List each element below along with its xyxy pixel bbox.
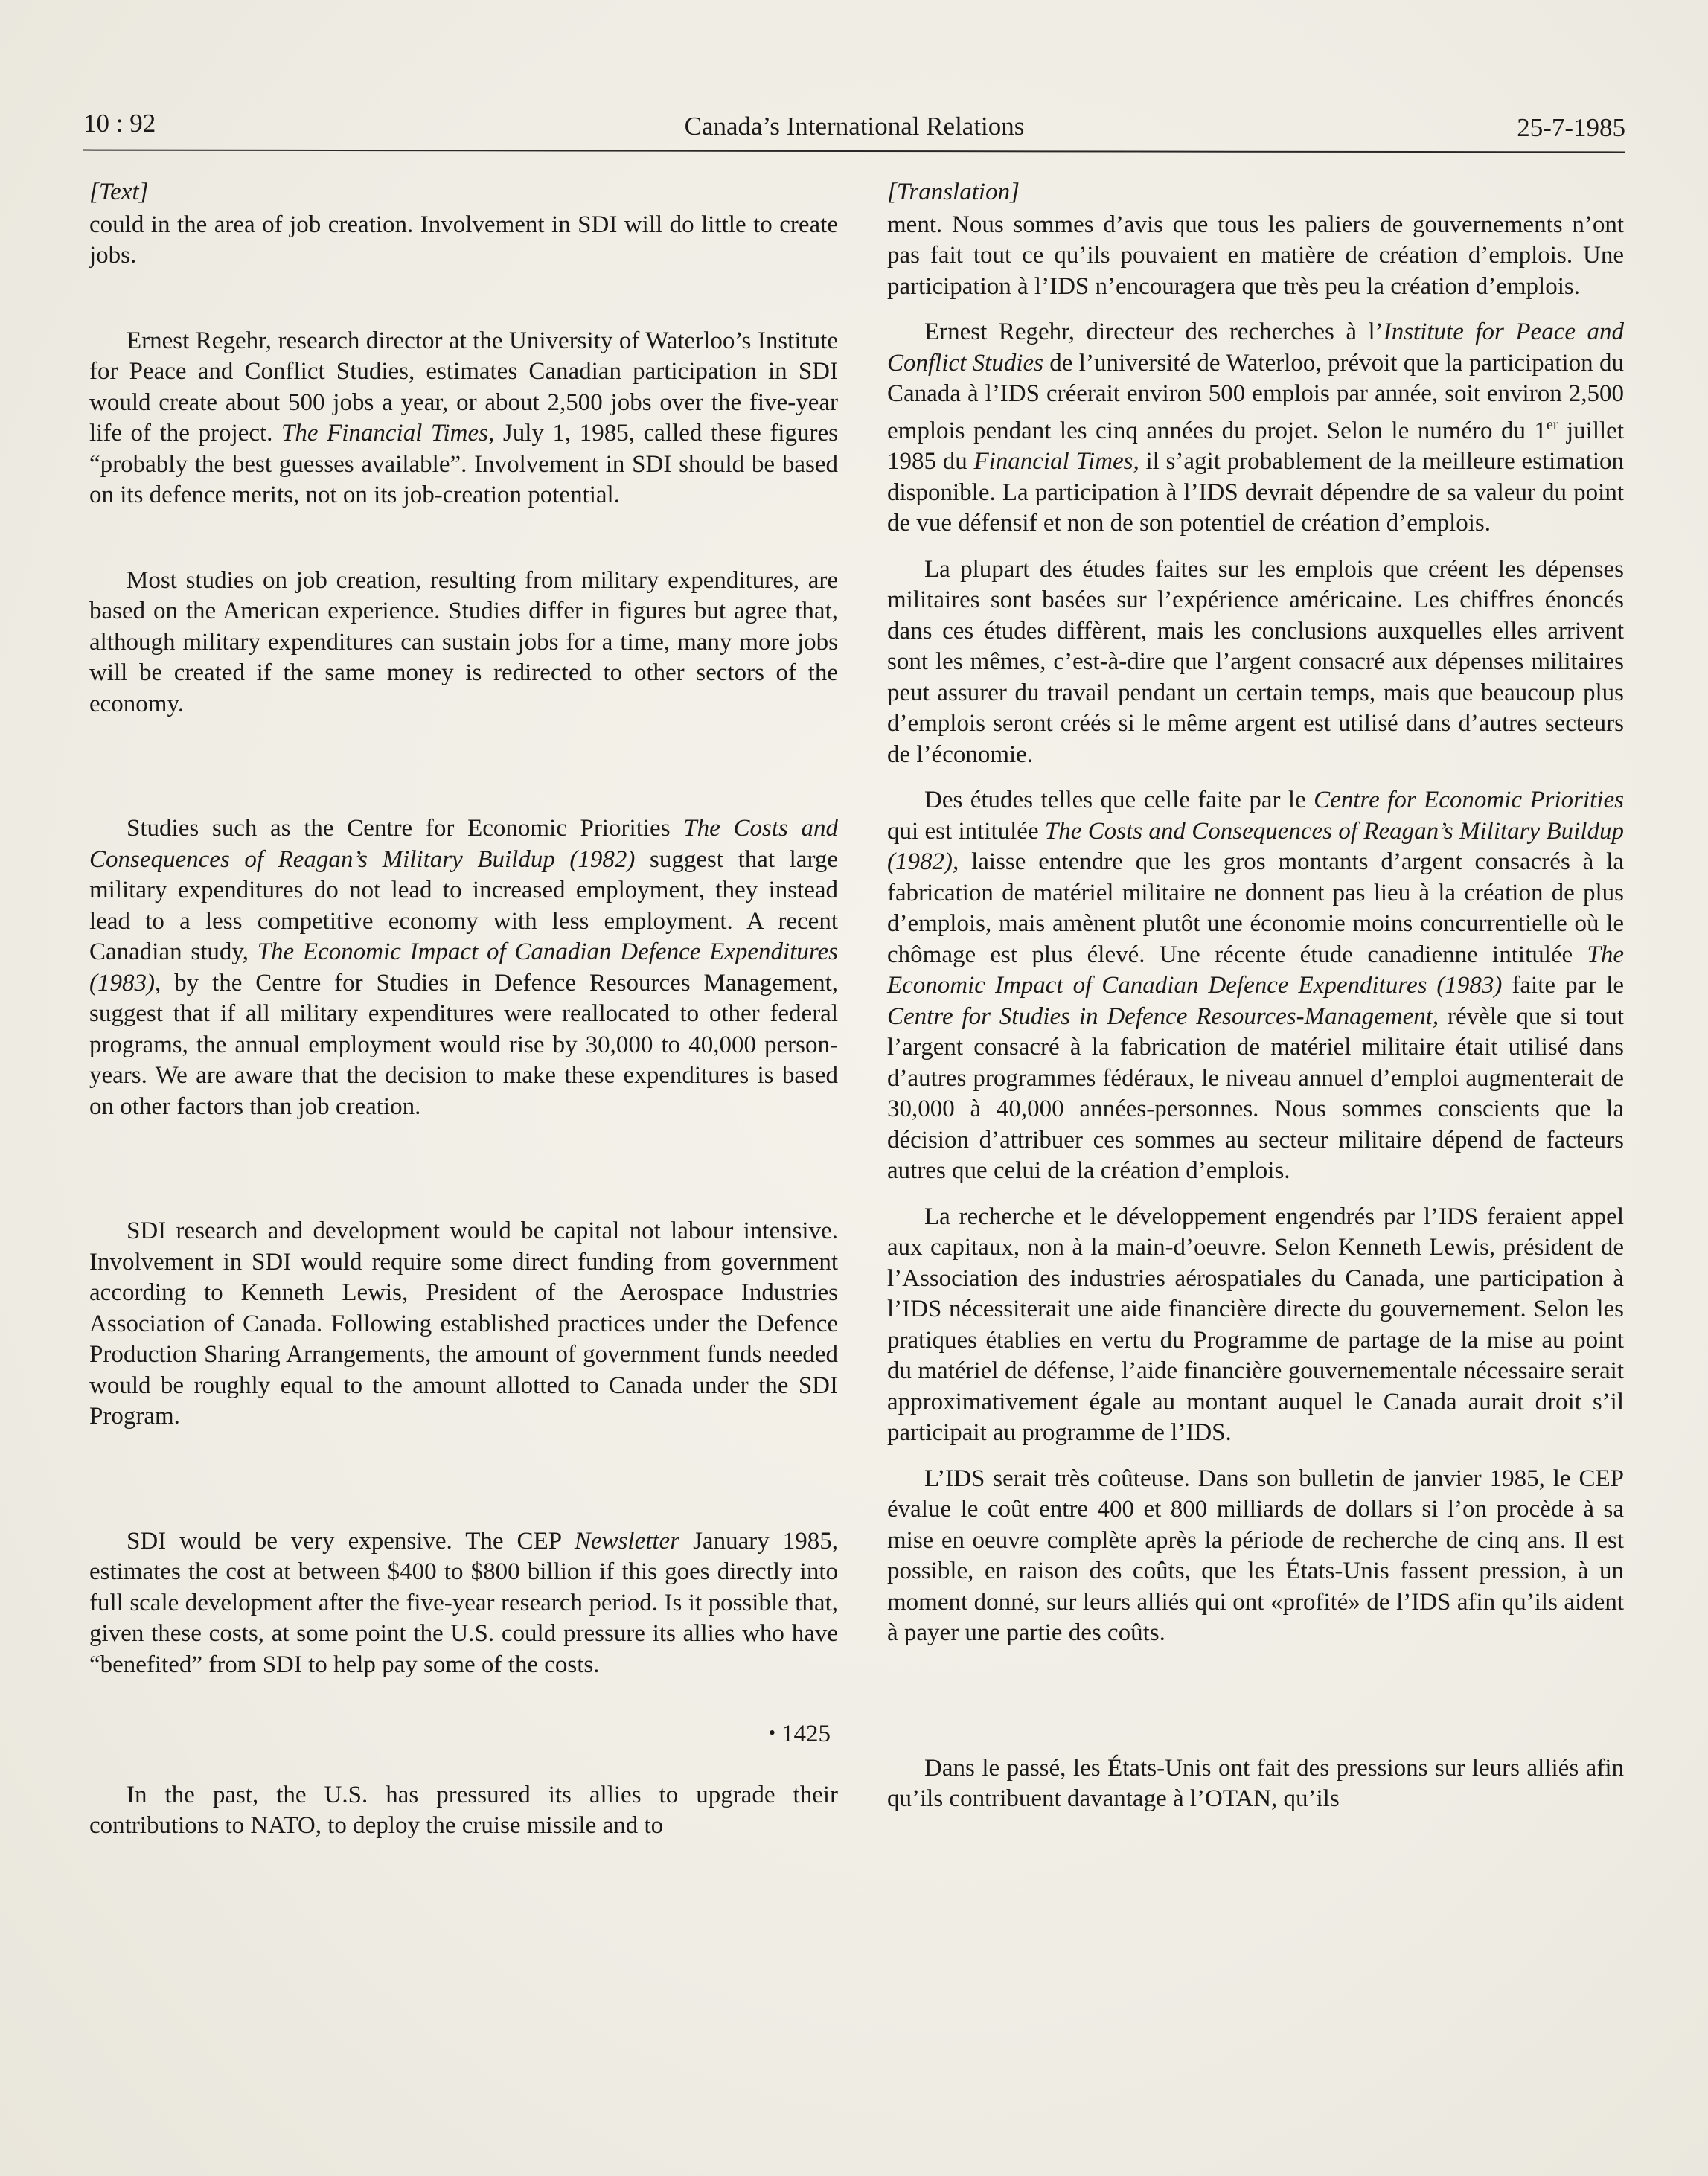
paragraph: Studies such as the Centre for Economic Priorities The Costs and Consequences of Reagan’s Military Buildup (1982) suggest that large military expenditures do not lead to increased employment, they instead lead to a less competitive economy with less employment. A recent Canadian study, The Economic Impact of Canadian Defence Expenditures (1983), by the Centre for Studies in Defence Resources Management, suggest that if all military expenditures were reallocated to other federal programs, the annual employment would rise by 30,000 to 40,000 person-years. We are aware that the decision to make these expenditures is based on other factors than job creation. (89, 815, 838, 1120)
right-column-french (887, 177, 1624, 1830)
italic-title: The Costs and Consequences of Reagan’s Military Buildup (1982), (887, 817, 1624, 875)
paragraph: In the past, the U.S. has pressured its allies to upgrade their contributions to NATO, to deploy the cruise missile and to (89, 1781, 838, 1839)
paragraph: Ernest Regehr, directeur des recherches à l’Institute for Peace and Conflict Studies de l’université de Waterloo, prévoit que la participation du Canada à l’IDS créerait environ 500 emplois par année, soit environ 2,500 emplois pendant les cinq années du projet. Selon le numéro du 1er juillet 1985 du Financial Times, il s’agit probablement de la meilleure estimation disponible. La participation à l’IDS devrait dépendre de sa valeur du point de vue défensif et non de son potentiel de création d’emplois. (887, 319, 1624, 537)
paragraph: Des études telles que celle faite par le Centre for Economic Priorities qui est intitulée The Costs and Consequences of Reagan’s Military Buildup (1982), laisse entendre que les gros montants d’argent consacrés à la fabrication de matériel militaire ne donnent pas lieu à la création de plus d’emplois, mais amènent plutôt une économie moins concurrentielle où le chômage est plus élevé. Une récente étude canadienne intitulée The Economic Impact of Canadian Defence Expenditures (1983) faite par le Centre for Studies in Defence Resources-Management, révèle que si tout l’argent consacré à la fabrication de matériel militaire était utilisé dans d’autres programmes fédéraux, le niveau annuel d’emploi augmenterait de 30,000 à 40,000 années-personnes. Nous sommes conscients que la décision d’attribuer ces sommes au secteur militaire dépend de facteurs autres que celui de la création d’emplois. (887, 787, 1625, 1184)
paragraph: could in the area of job creation. Involvement in SDI will do little to create jobs. (89, 211, 838, 269)
italic-title: Centre for Studies in Defence Resources-Management, (887, 1002, 1439, 1030)
paragraph: Dans le passé, les États-Unis ont fait des pressions sur leurs alliés afin qu’ils contribuent davantage à l’OTAN, qu’ils (887, 1754, 1624, 1812)
italic-title: Institute for Peace and Conflict Studies (887, 319, 1624, 377)
paragraph: Ernest Regehr, research director at the University of Waterloo’s Institute for Peace and Conflict Studies, estimates Canadian participation in SDI would create about 500 jobs a year, or about 2,500 jobs over the five-year life of the project. The Financial Times, July 1, 1985, called these figures “probably the best guesses available”. Involvement in SDI should be based on its defence merits, not on its job-creation potential. (89, 327, 839, 508)
page-header (83, 109, 1625, 150)
paragraph: SDI research and development would be capital not labour intensive. Involvement in SDI would require some direct funding from government according to Kenneth Lewis, President of the Aerospace Industries Association of Canada. Following established practices under the Defence Production Sharing Arrangements, the amount of government funds needed would be roughly equal to the amount allotted to Canada under the SDI Program. (89, 1217, 838, 1430)
column-label-translation: [Translation] (887, 179, 1020, 205)
paragraph: SDI would be very expensive. The CEP Newsletter January 1985, estimates the cost at between $400 to $800 billion if this goes directly into full scale development after the five-year research period. Is it possible that, given these costs, at some point the U.S. could pressure its allies who have “benefited” from SDI to help pay some of the costs. (89, 1527, 838, 1678)
running-title: Canada’s International Relations (684, 112, 1025, 141)
italic-title: Centre for Economic Priorities (1314, 787, 1625, 813)
page-reference: 10 : 92 (83, 109, 156, 138)
italic-title: The Costs and Consequences of Reagan’s Military Buildup (1982) (89, 815, 838, 873)
italic-title: Financial Times, (973, 448, 1139, 475)
page-date: 25-7-1985 (1517, 113, 1625, 142)
paragraph: Most studies on job creation, resulting from military expenditures, are based on the American experience. Studies differ in figures but agree that, although military expenditures can sustain jobs for a time, many more jobs will be created if the same money is redirected to other sectors of the economy. (89, 566, 838, 717)
italic-title: Newsletter (574, 1527, 680, 1555)
italic-title: The Economic Impact of Canadian Defence Expenditures (1983) (887, 941, 1624, 999)
paragraph: ment. Nous sommes d’avis que tous les paliers de gouvernements n’ont pas fait tout ce qu’ils pouvaient en matière de création d’emplois. Une participation à l’IDS n’encouragera que très peu la création d’emplois. (887, 211, 1624, 300)
paragraph: La recherche et le développement engendrés par l’IDS feraient appel aux capitaux, non à la main-d’oeuvre. Selon Kenneth Lewis, président de l’Association des industries aérospatiales du Canada, une participation à l’IDS nécessiterait une aide financière directe du gouvernement. Selon les pratiques établies en vertu du Programme de partage de la mise au point du matériel de défense, l’aide financière gouvernementale nécessaire serait approximativement égale au montant auquel le Canada aurait droit s’il participait au programme de l’IDS. (887, 1203, 1624, 1446)
italic-title: The Economic Impact of Canadian Defence Expenditures (1983), (89, 938, 838, 996)
column-label-text: [Text] (89, 179, 149, 205)
time-marker (89, 1718, 838, 1750)
italic-title: The Financial Times, (281, 420, 495, 447)
paragraph: La plupart des études faites sur les emplois que créent les dépenses militaires sont basées sur l’expérience américaine. Les chiffres énoncés dans ces études diffèrent, mais les conclusions auxquelles elles arrivent sont les mêmes, c’est-à-dire que l’argent consacré aux dépenses militaires peut assurer du travail pendant un certain temps, mais que beaucoup plus d’emplois seront créés si le même argent est utilisé dans d’autres secteurs de l’économie. (887, 555, 1624, 768)
bullet-icon: • (768, 1722, 775, 1744)
left-column-english (89, 177, 838, 1896)
paragraph: L’IDS serait très coûteuse. Dans son bulletin de janvier 1985, le CEP évalue le coût entre 400 et 800 milliards de dollars si l’on procède à sa mise en oeuvre complète après la période de recherche de cinq ans. Il est possible, en raison des coûts, que les États-Unis fassent pression, à un moment donné, sur leurs alliés qui ont «profité» de l’IDS afin qu’ils aident à payer une partie des coûts. (887, 1465, 1624, 1646)
time-marker-value: 1425 (781, 1721, 831, 1747)
